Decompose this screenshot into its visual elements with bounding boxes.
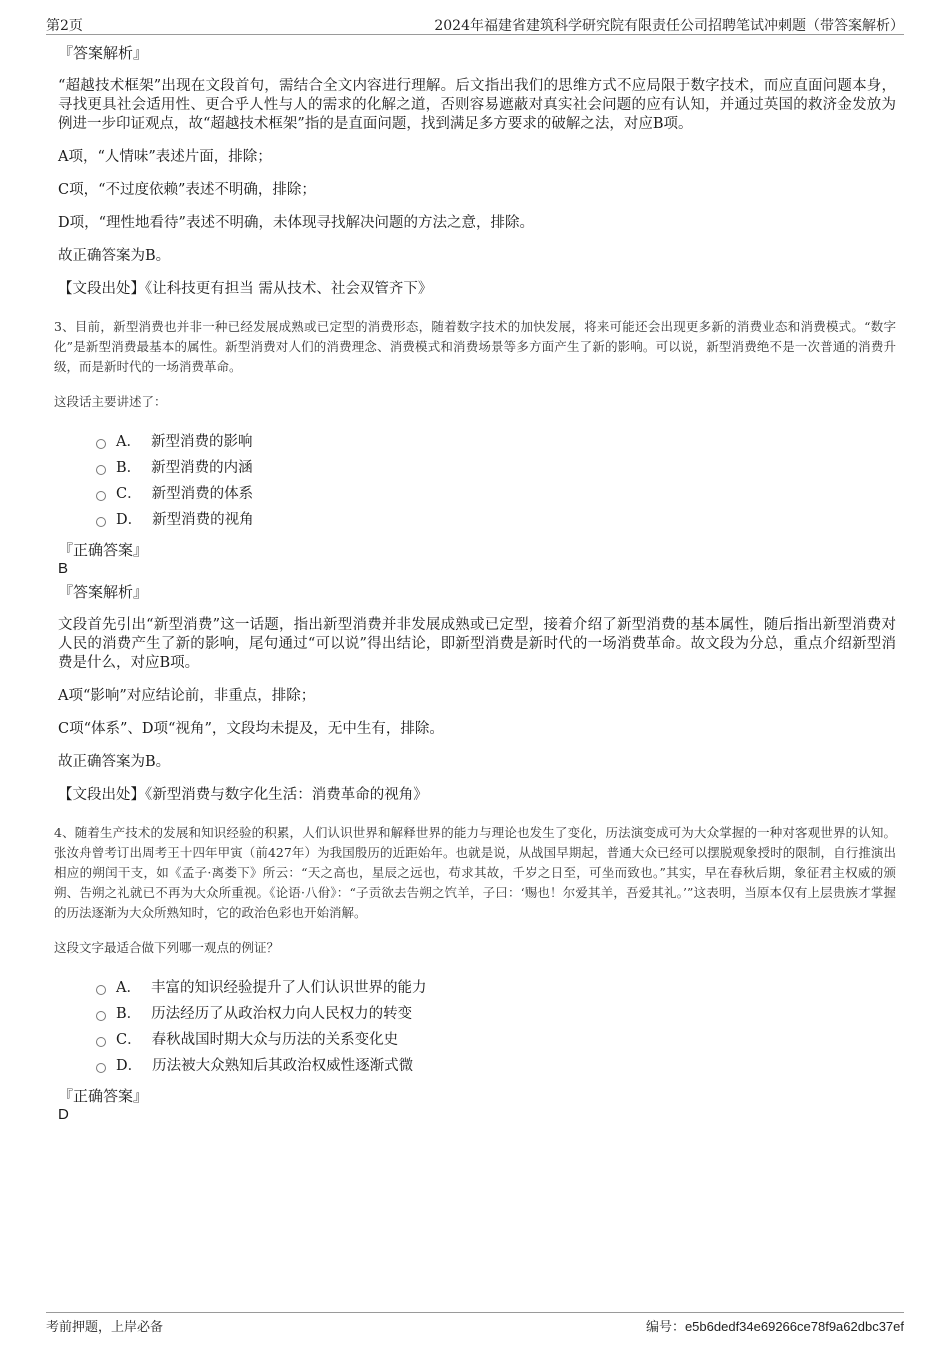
- analysis-line: D项，“理性地看待”表述不明确，未体现寻找解决问题的方法之意，排除。: [58, 215, 534, 231]
- radio-button[interactable]: [96, 517, 106, 527]
- analysis-line: A项“影响”对应结论前，非重点，排除；: [58, 688, 316, 704]
- final-answer-line: 故正确答案为B。: [58, 248, 171, 264]
- option-letter: C．: [116, 486, 142, 502]
- option-letter: C．: [116, 1032, 142, 1048]
- source-citation: 【文段出处】《新型消费与数字化生活：消费革命的视角》: [58, 787, 428, 803]
- option-a[interactable]: [96, 975, 896, 1001]
- radio-button[interactable]: [96, 439, 106, 449]
- analysis-line: C项“体系”、D项“视角”，文段均未提及，无中生有，排除。: [58, 721, 444, 737]
- radio-button[interactable]: [96, 1011, 106, 1021]
- option-text: 新型消费的影响: [150, 434, 253, 450]
- option-letter: B．: [116, 460, 142, 476]
- question-3-text: 3、目前，新型消费也并非一种已经发展成熟或已定型的消费形态，随着数字技术的加快发展，将来可能还会出现更多新的消费业态和消费模式。“数字化”是新型消费最基本的属性。新型消费对人们的消费理念、消费模式和消费场景等多方面产生了新的影响。可以说，新型消费绝不是一次普通的消费升级，而是新时代的一场消费革命。: [54, 319, 896, 374]
- correct-answer-label: 『正确答案』: [58, 1087, 149, 1105]
- question-4-options: [96, 975, 896, 1079]
- option-text: 新型消费的视角: [152, 512, 254, 528]
- page-header: [46, 12, 904, 35]
- analysis-line: A项，“人情味”表述片面，排除；: [58, 149, 272, 165]
- document-id: 编号：e5b6dedf34e69266ce78f9a62dbc37ef: [645, 1319, 904, 1334]
- radio-button[interactable]: [96, 465, 106, 475]
- option-letter: D．: [116, 1058, 143, 1074]
- correct-answer-label: 『正确答案』: [58, 541, 149, 559]
- option-b[interactable]: [96, 455, 896, 481]
- question-4-text: 4、随着生产技术的发展和知识经验的积累，人们认识世界和解释世界的能力与理论也发生了变化，历法演变成可为大众掌握的一种对客观世界的认知。张汝舟曾考订出周考王十四年甲寅（前427年）为我国殷历的近距始年。也就是说，从战国早期起，普通大众已经可以摆脱观象授时的限制，自行推演出相应的朔闰干支，如《孟子·离娄下》所云：“天之高也，星辰之远也，苟求其故，千岁之日至，可坐而致也。”其实，早在春秋后期，象征君主权威的颁朔、告朔之礼就已不再为大众所重视。《论语·八佾》：“子贡欲去告朔之饩羊，子曰：‘赐也！尔爱其羊，吾爱其礼。’”这表明，当原本仅有上层贵族才掌握的历法逐渐为大众所熟知时，它的政治色彩也开始消解。: [54, 825, 896, 920]
- final-answer-line: 故正确答案为B。: [58, 754, 171, 770]
- page-content: [56, 44, 896, 1129]
- footer-slogan: 考前押题，上岸必备: [46, 1320, 164, 1335]
- question-4-prompt: 这段文字最适合做下列哪一观点的例证？: [54, 940, 280, 955]
- option-letter: A．: [116, 434, 141, 450]
- option-letter: D．: [116, 512, 143, 528]
- option-text: 春秋战国时期大众与历法的关系变化史: [151, 1032, 399, 1048]
- correct-answer: B: [58, 560, 69, 577]
- document-title: 2024年福建省建筑科学研究院有限责任公司招聘笔试冲刺题（带答案解析）: [434, 18, 904, 34]
- analysis-text: “超越技术框架”出现在文段首句，需结合全文内容进行理解。后文指出我们的思维方式不应局限于数字技术，而应直面问题本身，寻找更具社会适用性、更合乎人性与人的需求的化解之道，否则容易遮蔽对真实社会问题的应有认知，并通过英国的救济金发放为例进一步印证观点，故“超越技术框架”指的是直面问题，找到满足多方要求的破解之法，对应B项。: [58, 78, 896, 132]
- option-b[interactable]: [96, 1001, 896, 1027]
- radio-button[interactable]: [96, 985, 106, 995]
- analysis-line: C项，“不过度依赖”表述不明确，排除；: [58, 182, 316, 198]
- option-text: 丰富的知识经验提升了人们认识世界的能力: [150, 980, 427, 996]
- radio-button[interactable]: [96, 1037, 106, 1047]
- page-footer: [46, 1312, 904, 1335]
- radio-button[interactable]: [96, 491, 106, 501]
- question-3-options: [96, 429, 896, 533]
- option-letter: B．: [116, 1006, 142, 1022]
- correct-answer: D: [58, 1106, 69, 1123]
- option-text: 历法经历了从政治权力向人民权力的转变: [151, 1006, 413, 1022]
- option-letter: A．: [116, 980, 141, 996]
- option-a[interactable]: [96, 429, 896, 455]
- page-number: 第2页: [46, 18, 83, 34]
- option-text: 新型消费的内涵: [151, 460, 253, 476]
- option-c[interactable]: [96, 1027, 896, 1053]
- radio-button[interactable]: [96, 1063, 106, 1073]
- option-d[interactable]: [96, 1053, 896, 1079]
- analysis-label: 『答案解析』: [58, 583, 149, 601]
- analysis-text: 文段首先引出“新型消费”这一话题，指出新型消费并非发展成熟或已定型，接着介绍了新型消费的基本属性，随后指出新型消费对人民的消费产生了新的影响，尾句通过“可以说”得出结论，即新型消费是新时代的一场消费革命。故文段为分总，重点介绍新型消费是什么，对应B项。: [58, 617, 896, 671]
- option-d[interactable]: [96, 507, 896, 533]
- option-c[interactable]: [96, 481, 896, 507]
- analysis-label: 『答案解析』: [58, 44, 149, 62]
- option-text: 新型消费的体系: [151, 486, 254, 502]
- option-text: 历法被大众熟知后其政治权威性逐渐式微: [152, 1058, 414, 1074]
- source-citation: 【文段出处】《让科技更有担当 需从技术、社会双管齐下》: [58, 281, 433, 297]
- question-3-prompt: 这段话主要讲述了：: [54, 394, 167, 409]
